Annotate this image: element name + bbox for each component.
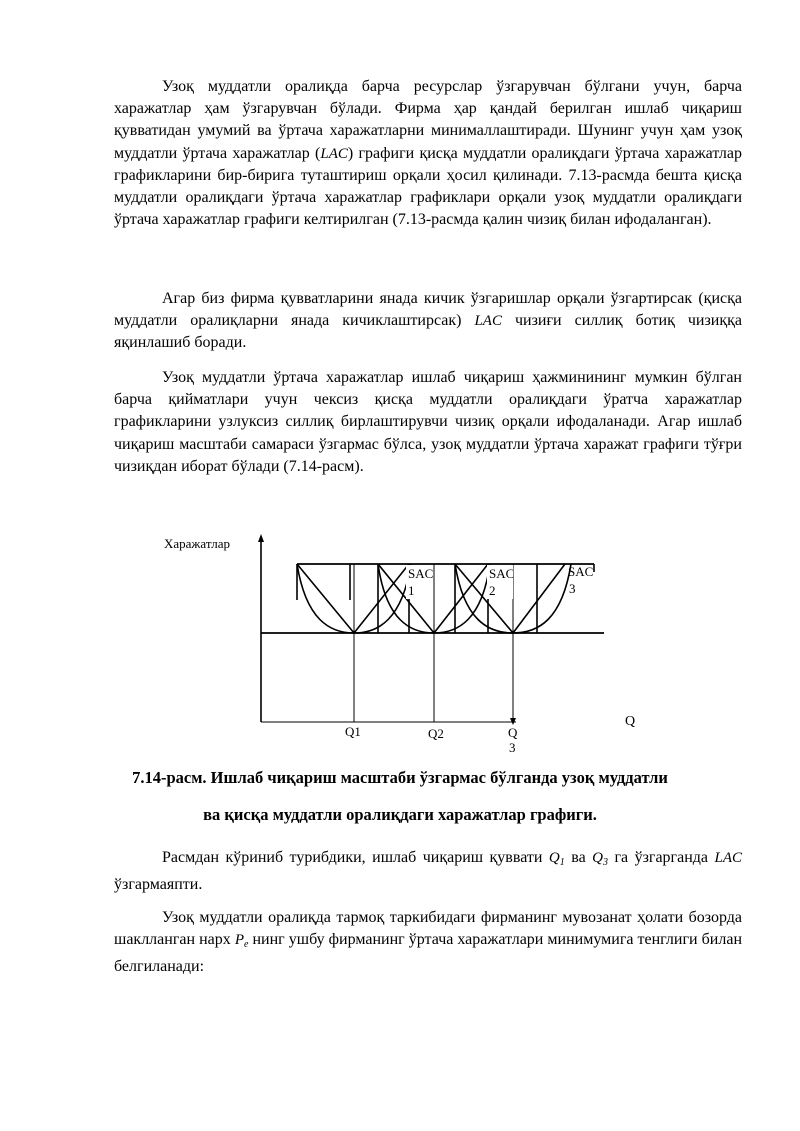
paragraph-2 <box>114 288 742 355</box>
y-axis-arrow <box>258 534 264 542</box>
paragraph-5 <box>114 907 742 979</box>
paragraph-1-text-a: Узоқ муддатли оралиқда барча ресурслар ўзгарувчан бўлгани учун, барча харажатлар ҳам ўзгарувчан бўлади. Фирма ҳар қандай берилган ишлаб чиқариш қувватидан умумий ва ўртача харажатларни минималлаштиради. Шунинг учун ҳам узоқ муддатли ўртача харажатлар ( <box>114 78 742 162</box>
q1-symbol: Q <box>548 850 560 866</box>
tick-q1: Q1 <box>345 724 361 739</box>
pe-symbol: P <box>234 932 244 949</box>
paragraph-3 <box>114 367 742 478</box>
paragraph-4-text-a: Расмдан кўриниб турибдики, ишлаб чиқариш қуввати <box>162 849 549 866</box>
paragraph-5-text-b: нинг ушбу фирманинг ўртача харажатлари минимумига тенглиги билан белгиланади: <box>114 931 743 976</box>
diagonal-line <box>434 564 488 633</box>
q3-symbol: Q <box>592 850 603 866</box>
tick-q3-sub: 3 <box>509 740 516 755</box>
pe-subscript: e <box>243 939 249 951</box>
figure-7-14 <box>0 520 800 780</box>
sac2-label-num: 2 <box>489 583 496 598</box>
figure-caption-line-1: 7.14-расм. Ишлаб чиқариш масштаби ўзгармас бўлганда узоқ муддатли <box>132 768 668 787</box>
x-axis-label: Q <box>625 714 636 729</box>
sac2-label: SAC <box>489 566 515 581</box>
lac-symbol: LAC <box>320 145 348 162</box>
figure-caption-line-2: ва қисқа муддатли оралиқдаги харажатлар графиги. <box>203 805 597 824</box>
q3-subscript: 3 <box>602 857 608 868</box>
paragraph-5-text-a: Узоқ муддатли оралиқда тармоқ таркибидаги фирманинг мувозанат ҳолати бозорда шаклланган нарх <box>114 909 742 949</box>
q1-subscript: 1 <box>559 857 565 868</box>
paragraph-3-text: Узоқ муддатли ўртача харажатлар ишлаб чиқариш ҳажминининг мумкин бўлган барча қийматлари учун чексиз қисқа муддатли оралиқдаги ўратча харажатлар графикларини узлуксиз силлиқ бирлаштирувчи чизиқ орқали ифодаланади. Агар ишлаб чиқариш масштаби самараси ўзгармас бўлса, узоқ муддатли ўртача харажат графиги тўғри чизиқдан иборат бўлади (7.14-расм). <box>114 369 742 475</box>
sac3-label: SAC <box>568 564 594 579</box>
sac3-label-num: 3 <box>569 581 576 596</box>
lac-symbol: LAC <box>714 850 742 866</box>
paragraph-2-text-b: чизиғи силлиқ ботиқ чизиққа яқинлашиб боради. <box>114 312 742 352</box>
paragraph-4-text-mid: ва <box>564 849 593 866</box>
y-axis-label: Харажатлар <box>164 536 230 551</box>
diagonal-line <box>297 564 354 633</box>
paragraph-4 <box>114 847 742 896</box>
diagonal-line <box>513 564 565 633</box>
paragraph-2-text-a: Агар биз фирма қувватларини янада кичик ўзгаришлар орқали ўзгартирсак (қисқа муддатли оралиқларни янада кичиклаштирсак) <box>114 290 742 330</box>
paragraph-1 <box>114 76 742 231</box>
tick-q2: Q2 <box>428 726 444 741</box>
paragraph-4-text-b: га ўзгарганда <box>607 849 715 866</box>
diagonal-line <box>354 564 409 633</box>
tick-q3: Q <box>508 725 518 740</box>
sac1-label: SAC <box>408 566 434 581</box>
paragraph-1-text-b: ) графиги қисқа муддатли оралиқдаги ўртача харажатлар графикларини бир-бирига туташтириш орқали ҳосил қилинади. 7.13-расмда бешта қисқа муддатли оралиқдаги ўртача харажатлар графиклари орқали узоқ муддатли оралиқдаги ўртача харажатлар графиги келтирилган (7.13-расмда қалин чизиқ билан ифодаланган). <box>114 144 742 229</box>
lac-symbol: LAC <box>474 313 502 330</box>
sac1-label-num: 1 <box>408 583 415 598</box>
paragraph-4-text-c: ўзгармаяпти. <box>114 876 203 894</box>
